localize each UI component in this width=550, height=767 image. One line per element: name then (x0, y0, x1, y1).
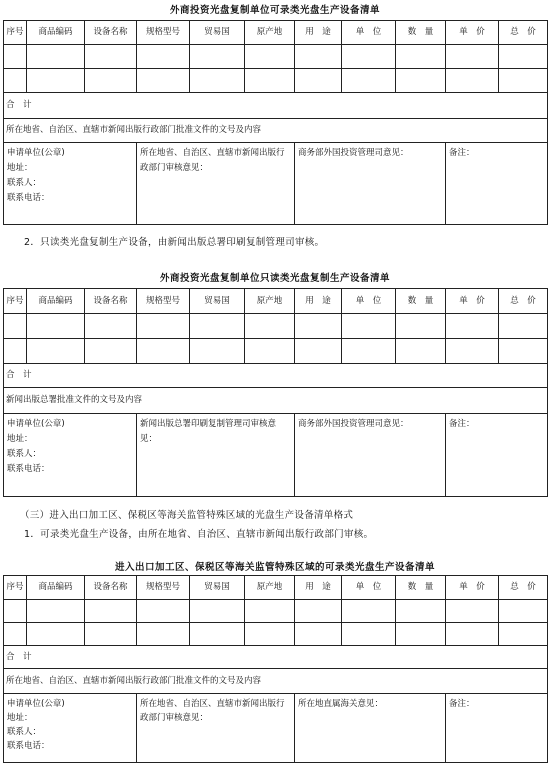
empty-cell (190, 314, 245, 339)
header-cell: 规格型号 (137, 21, 190, 45)
header-cell: 总 价 (499, 289, 548, 314)
applicant-cell (4, 143, 137, 225)
empty-cell (4, 69, 27, 93)
table-row (4, 600, 548, 623)
approval-label: 所在地省、自治区、直辖市新闻出版行政部门批准文件的文号及内容 (4, 119, 548, 143)
empty-cell (446, 69, 499, 93)
empty-cell (190, 45, 245, 69)
applicant-label: 申请单位(公章) (7, 148, 65, 158)
empty-cell (85, 600, 137, 623)
empty-cell (499, 623, 548, 646)
empty-cell (396, 623, 446, 646)
header-cell: 贸易国 (190, 289, 245, 314)
equipment-table-3 (3, 575, 548, 763)
empty-cell (190, 600, 245, 623)
total-row (4, 93, 548, 119)
empty-cell (295, 314, 342, 339)
header-cell: 单 价 (446, 289, 499, 314)
header-cell: 规格型号 (137, 576, 190, 600)
header-cell: 单 价 (446, 21, 499, 45)
empty-cell (85, 69, 137, 93)
header-cell: 设备名称 (85, 21, 137, 45)
empty-cell (245, 339, 295, 364)
empty-cell (295, 623, 342, 646)
header-cell: 商品编码 (27, 576, 85, 600)
empty-cell (446, 600, 499, 623)
table-row (4, 45, 548, 69)
header-cell: 原产地 (245, 576, 295, 600)
approval-label: 新闻出版总署批准文件的文号及内容 (4, 388, 548, 414)
header-cell: 设备名称 (85, 576, 137, 600)
empty-cell (4, 339, 27, 364)
header-cell: 原产地 (245, 21, 295, 45)
ministry-opinion-cell: 商务部外国投资管理司意见： (295, 143, 446, 225)
empty-cell (295, 339, 342, 364)
table1-title: 外商投资光盘复制单位可录类光盘生产设备清单 (169, 5, 380, 16)
header-cell: 序号 (4, 289, 27, 314)
empty-cell (85, 339, 137, 364)
total-label: 合 计 (4, 364, 548, 388)
header-cell: 规格型号 (137, 289, 190, 314)
empty-cell (27, 45, 85, 69)
empty-cell (446, 339, 499, 364)
table2-title: 外商投资光盘复制单位只读类光盘复制生产设备清单 (159, 273, 390, 284)
empty-cell (27, 314, 85, 339)
approval-row (4, 388, 548, 414)
review-opinion-cell: 所在地省、自治区、直辖市新闻出版行政部门审核意见： (137, 694, 295, 763)
header-cell: 序号 (4, 576, 27, 600)
table-header-row (4, 289, 548, 314)
review-opinion-cell: 所在地省、自治区、直辖市新闻出版行政部门审核意见： (137, 143, 295, 225)
total-row (4, 646, 548, 669)
empty-cell (499, 600, 548, 623)
empty-cell (342, 69, 396, 93)
empty-cell (499, 69, 548, 93)
empty-cell (190, 623, 245, 646)
empty-cell (137, 623, 190, 646)
address-label: 地址： (7, 713, 33, 723)
empty-cell (342, 339, 396, 364)
empty-cell (446, 314, 499, 339)
empty-cell (85, 623, 137, 646)
review-opinion-cell: 新闻出版总署印刷复制管理司审核意见： (137, 414, 295, 497)
total-label: 合 计 (4, 93, 548, 119)
contact-label: 联系人： (7, 727, 42, 737)
empty-cell (85, 45, 137, 69)
customs-opinion-cell: 所在地直属海关意见： (295, 694, 446, 763)
empty-cell (85, 314, 137, 339)
empty-cell (446, 45, 499, 69)
empty-cell (342, 314, 396, 339)
header-cell: 设备名称 (85, 289, 137, 314)
empty-cell (396, 314, 446, 339)
empty-cell (137, 600, 190, 623)
equipment-table-2 (3, 288, 548, 497)
header-cell: 原产地 (245, 289, 295, 314)
empty-cell (190, 339, 245, 364)
address-label: 地址： (7, 163, 33, 173)
empty-cell (137, 339, 190, 364)
table-header-row (4, 21, 548, 45)
header-cell: 用 途 (295, 21, 342, 45)
empty-cell (295, 600, 342, 623)
empty-cell (295, 45, 342, 69)
empty-cell (27, 339, 85, 364)
empty-cell (137, 69, 190, 93)
empty-cell (245, 600, 295, 623)
header-cell: 用 途 (295, 576, 342, 600)
empty-cell (27, 69, 85, 93)
empty-cell (295, 69, 342, 93)
empty-cell (245, 45, 295, 69)
header-cell: 序号 (4, 21, 27, 45)
header-cell: 商品编码 (27, 21, 85, 45)
empty-cell (342, 600, 396, 623)
applicant-label: 申请单位(公章) (7, 699, 65, 709)
header-cell: 单 位 (342, 576, 396, 600)
empty-cell (137, 45, 190, 69)
remarks-cell: 备注： (446, 694, 548, 763)
signature-row (4, 694, 548, 763)
phone-label: 联系电话： (7, 193, 50, 203)
contact-label: 联系人： (7, 449, 42, 459)
header-cell: 贸易国 (190, 576, 245, 600)
empty-cell (4, 314, 27, 339)
remarks-cell: 备注： (446, 414, 548, 497)
phone-label: 联系电话： (7, 741, 50, 751)
empty-cell (190, 69, 245, 93)
ministry-opinion-cell: 商务部外国投资管理司意见： (295, 414, 446, 497)
empty-cell (342, 623, 396, 646)
empty-cell (342, 45, 396, 69)
empty-cell (27, 600, 85, 623)
header-cell: 单 位 (342, 21, 396, 45)
approval-label: 所在地省、自治区、直辖市新闻出版行政部门批准文件的文号及内容 (4, 669, 548, 694)
empty-cell (396, 69, 446, 93)
phone-label: 联系电话： (7, 464, 50, 474)
empty-cell (446, 623, 499, 646)
header-cell: 数 量 (396, 21, 446, 45)
empty-cell (4, 45, 27, 69)
table-header-row (4, 576, 548, 600)
applicant-cell (4, 414, 137, 497)
empty-cell (499, 45, 548, 69)
header-cell: 商品编码 (27, 289, 85, 314)
header-cell: 单 位 (342, 289, 396, 314)
empty-cell (396, 339, 446, 364)
empty-cell (396, 600, 446, 623)
note-3: 1．可录类光盘生产设备，由所在地省、自治区、直辖市新闻出版行政部门审核。 (24, 529, 374, 540)
empty-cell (396, 45, 446, 69)
contact-label: 联系人： (7, 178, 42, 188)
header-cell: 用 途 (295, 289, 342, 314)
header-cell: 单 价 (446, 576, 499, 600)
total-label: 合 计 (4, 646, 548, 669)
header-cell: 总 价 (499, 576, 548, 600)
empty-cell (245, 314, 295, 339)
table3-title: 进入出口加工区、保税区等海关监管特殊区域的可录类光盘生产设备清单 (114, 562, 435, 573)
note-2: （三）进入出口加工区、保税区等海关监管特殊区域的光盘生产设备清单格式 (20, 510, 354, 521)
approval-row (4, 669, 548, 694)
header-cell: 数 量 (396, 576, 446, 600)
empty-cell (27, 623, 85, 646)
header-cell: 总 价 (499, 21, 548, 45)
header-cell: 数 量 (396, 289, 446, 314)
empty-cell (499, 339, 548, 364)
empty-cell (4, 623, 27, 646)
table-row (4, 69, 548, 93)
address-label: 地址： (7, 434, 33, 444)
empty-cell (245, 69, 295, 93)
empty-cell (245, 623, 295, 646)
table-row (4, 623, 548, 646)
equipment-table-1 (3, 20, 548, 225)
empty-cell (4, 600, 27, 623)
applicant-label: 申请单位(公章) (7, 419, 65, 429)
remarks-cell: 备注： (446, 143, 548, 225)
table-row (4, 339, 548, 364)
header-cell: 贸易国 (190, 21, 245, 45)
signature-row (4, 414, 548, 497)
applicant-cell (4, 694, 137, 763)
empty-cell (137, 314, 190, 339)
signature-row (4, 143, 548, 225)
empty-cell (499, 314, 548, 339)
total-row (4, 364, 548, 388)
table-row (4, 314, 548, 339)
note-1: 2．只读类光盘复制生产设备，由新闻出版总署印刷复制管理司审核。 (24, 237, 325, 248)
approval-row (4, 119, 548, 143)
